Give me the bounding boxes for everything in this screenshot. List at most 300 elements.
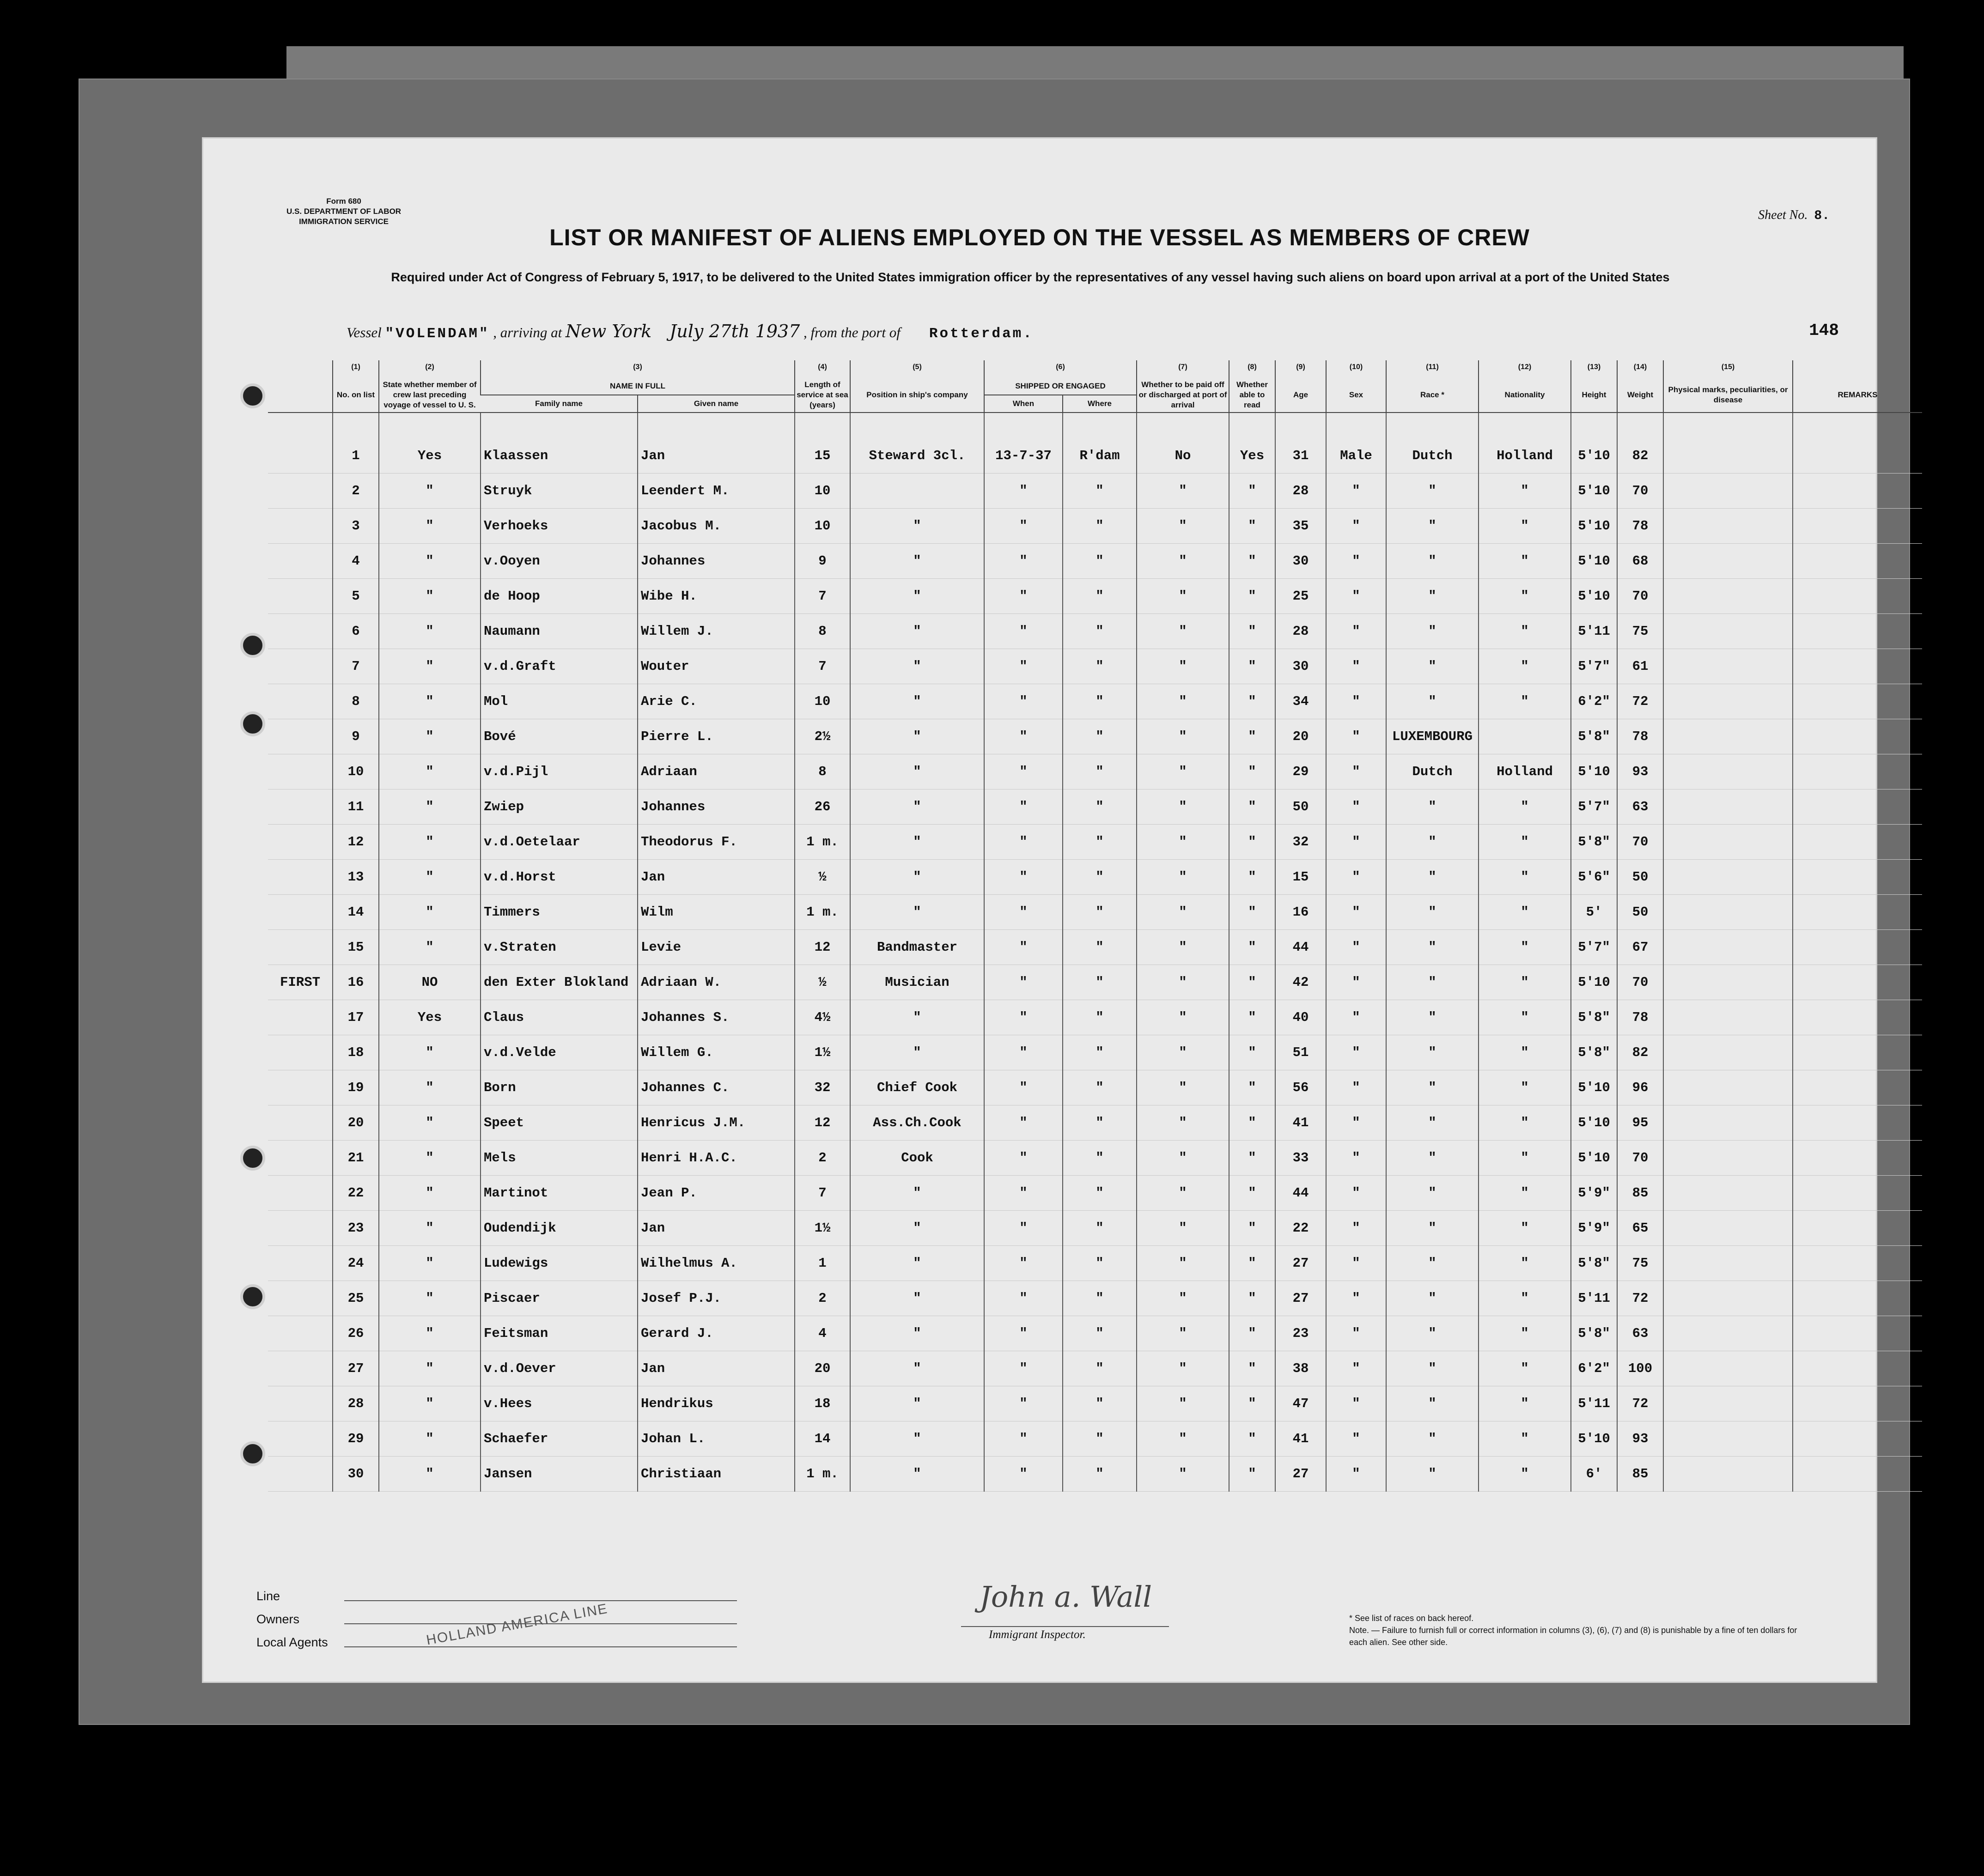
cell-age: 25	[1275, 579, 1326, 614]
cell-shipped-when: "	[984, 509, 1063, 544]
cell-sex: "	[1326, 930, 1386, 965]
cell-nationality: "	[1479, 860, 1571, 895]
cell-remarks	[1793, 614, 1922, 649]
crew-row	[268, 579, 1922, 614]
cell-remarks	[1793, 1246, 1922, 1281]
cell-height: 5'7"	[1571, 649, 1617, 684]
cell-paid-off: "	[1137, 614, 1229, 649]
cell-previous-voyage: "	[379, 860, 481, 895]
cell-race: "	[1386, 474, 1479, 509]
cell-previous-voyage: Yes	[379, 438, 481, 474]
cell-height: 5'8"	[1571, 1316, 1617, 1351]
cell-physical-marks	[1663, 1070, 1793, 1105]
cell-age: 29	[1275, 754, 1326, 789]
cell-physical-marks	[1663, 1211, 1793, 1246]
cell-position: "	[850, 1000, 984, 1035]
cell-family-name: v.d.Oever	[481, 1351, 638, 1386]
cell-able-to-read: "	[1229, 1000, 1275, 1035]
cell-shipped-when: "	[984, 579, 1063, 614]
cell-list-number: 15	[333, 930, 379, 965]
cell-mark	[268, 1246, 333, 1281]
cell-service-length: 8	[795, 614, 850, 649]
cell-able-to-read: "	[1229, 649, 1275, 684]
cell-nationality: "	[1479, 825, 1571, 860]
cell-race: "	[1386, 1316, 1479, 1351]
cell-physical-marks	[1663, 1176, 1793, 1211]
cell-shipped-when: "	[984, 1246, 1063, 1281]
cell-mark	[268, 1105, 333, 1141]
col-paid-off-header: Whether to be paid off or discharged at port of arrival	[1137, 378, 1229, 413]
cell-able-to-read: "	[1229, 1316, 1275, 1351]
cell-given-name: Leendert M.	[638, 474, 795, 509]
cell-shipped-where: "	[1063, 789, 1137, 825]
cell-service-length: 9	[795, 544, 850, 579]
cell-physical-marks	[1663, 1000, 1793, 1035]
cell-service-length: 12	[795, 1105, 850, 1141]
crew-row	[268, 789, 1922, 825]
cell-height: 5'7"	[1571, 930, 1617, 965]
cell-able-to-read: "	[1229, 1211, 1275, 1246]
cell-able-to-read: "	[1229, 1176, 1275, 1211]
cell-paid-off: "	[1137, 930, 1229, 965]
cell-able-to-read: "	[1229, 474, 1275, 509]
cell-mark	[268, 544, 333, 579]
cell-previous-voyage: "	[379, 719, 481, 754]
cell-given-name: Willem J.	[638, 614, 795, 649]
cell-family-name: v.d.Pijl	[481, 754, 638, 789]
crew-row	[268, 1421, 1922, 1457]
cell-family-name: v.Ooyen	[481, 544, 638, 579]
cell-given-name: Jacobus M.	[638, 509, 795, 544]
cell-age: 50	[1275, 789, 1326, 825]
crew-row	[268, 1141, 1922, 1176]
cell-paid-off: "	[1137, 1316, 1229, 1351]
cell-race: "	[1386, 965, 1479, 1000]
cell-paid-off: "	[1137, 1211, 1229, 1246]
cell-sex: "	[1326, 719, 1386, 754]
cell-able-to-read: "	[1229, 860, 1275, 895]
cell-remarks	[1793, 579, 1922, 614]
cell-physical-marks	[1663, 789, 1793, 825]
cell-race: "	[1386, 1421, 1479, 1457]
cell-service-length: 2	[795, 1141, 850, 1176]
cell-paid-off: "	[1137, 1457, 1229, 1492]
cell-age: 27	[1275, 1281, 1326, 1316]
cell-given-name: Jean P.	[638, 1176, 795, 1211]
col-shipped-header: SHIPPED OR ENGAGED	[984, 378, 1137, 395]
cell-nationality: "	[1479, 1000, 1571, 1035]
cell-height: 5'10	[1571, 965, 1617, 1000]
crew-row	[268, 1211, 1922, 1246]
cell-nationality: "	[1479, 1035, 1571, 1070]
cell-race: "	[1386, 1000, 1479, 1035]
crew-row	[268, 1105, 1922, 1141]
cell-list-number: 3	[333, 509, 379, 544]
crew-row	[268, 1176, 1922, 1211]
cell-sex: "	[1326, 860, 1386, 895]
crew-row	[268, 719, 1922, 754]
cell-sex: "	[1326, 1351, 1386, 1386]
cell-remarks	[1793, 825, 1922, 860]
cell-given-name: Arie C.	[638, 684, 795, 719]
cell-remarks	[1793, 509, 1922, 544]
cell-race: "	[1386, 825, 1479, 860]
cell-able-to-read: "	[1229, 579, 1275, 614]
cell-age: 35	[1275, 509, 1326, 544]
cell-nationality: "	[1479, 895, 1571, 930]
cell-able-to-read: "	[1229, 789, 1275, 825]
cell-mark	[268, 1386, 333, 1421]
cell-family-name: Klaassen	[481, 438, 638, 474]
cell-paid-off: "	[1137, 509, 1229, 544]
cell-given-name: Henri H.A.C.	[638, 1141, 795, 1176]
cell-shipped-when: "	[984, 1035, 1063, 1070]
cell-race: "	[1386, 1386, 1479, 1421]
crew-row	[268, 1035, 1922, 1070]
cell-physical-marks	[1663, 965, 1793, 1000]
cell-race: "	[1386, 860, 1479, 895]
cell-family-name: Claus	[481, 1000, 638, 1035]
cell-sex: "	[1326, 1105, 1386, 1141]
cell-family-name: Timmers	[481, 895, 638, 930]
cell-given-name: Willem G.	[638, 1035, 795, 1070]
cell-service-length: 1 m.	[795, 825, 850, 860]
cell-shipped-where: "	[1063, 1176, 1137, 1211]
cell-previous-voyage: "	[379, 474, 481, 509]
cell-sex: "	[1326, 1000, 1386, 1035]
cell-list-number: 7	[333, 649, 379, 684]
cell-sex: "	[1326, 1421, 1386, 1457]
cell-position: Steward 3cl.	[850, 438, 984, 474]
cell-shipped-where: "	[1063, 509, 1137, 544]
vessel-name: "VOLENDAM"	[385, 326, 490, 342]
cell-able-to-read: "	[1229, 719, 1275, 754]
cell-weight: 78	[1617, 719, 1663, 754]
cell-age: 40	[1275, 1000, 1326, 1035]
cell-given-name: Christiaan	[638, 1457, 795, 1492]
cell-list-number: 23	[333, 1211, 379, 1246]
cell-weight: 96	[1617, 1070, 1663, 1105]
cell-given-name: Johannes C.	[638, 1070, 795, 1105]
cell-paid-off: "	[1137, 754, 1229, 789]
cell-height: 6'2"	[1571, 1351, 1617, 1386]
cell-position: Bandmaster	[850, 930, 984, 965]
cell-physical-marks	[1663, 1141, 1793, 1176]
cell-weight: 100	[1617, 1351, 1663, 1386]
col-14-number: (14)	[1617, 360, 1663, 378]
cell-sex: "	[1326, 1386, 1386, 1421]
cell-race: "	[1386, 895, 1479, 930]
cell-mark	[268, 1457, 333, 1492]
cell-sex: "	[1326, 754, 1386, 789]
cell-family-name: Schaefer	[481, 1421, 638, 1457]
cell-age: 51	[1275, 1035, 1326, 1070]
cell-position: "	[850, 1281, 984, 1316]
cell-family-name: Martinot	[481, 1176, 638, 1211]
cell-weight: 72	[1617, 1281, 1663, 1316]
cell-given-name: Josef P.J.	[638, 1281, 795, 1316]
cell-list-number: 19	[333, 1070, 379, 1105]
cell-weight: 85	[1617, 1176, 1663, 1211]
cell-family-name: Verhoeks	[481, 509, 638, 544]
cell-shipped-where: "	[1063, 1035, 1137, 1070]
cell-race: "	[1386, 649, 1479, 684]
cell-family-name: Feitsman	[481, 1316, 638, 1351]
col-5-number: (5)	[850, 360, 984, 378]
cell-family-name: Ludewigs	[481, 1246, 638, 1281]
cell-list-number: 14	[333, 895, 379, 930]
cell-list-number: 6	[333, 614, 379, 649]
cell-mark	[268, 1070, 333, 1105]
col-1-number: (1)	[333, 360, 379, 378]
cell-list-number: 1	[333, 438, 379, 474]
cell-service-length: 1 m.	[795, 1457, 850, 1492]
cell-physical-marks	[1663, 719, 1793, 754]
cell-paid-off: "	[1137, 719, 1229, 754]
cell-position: "	[850, 1035, 984, 1070]
cell-height: 5'6"	[1571, 860, 1617, 895]
cell-remarks	[1793, 438, 1922, 474]
cell-shipped-where: "	[1063, 754, 1137, 789]
cell-race: "	[1386, 614, 1479, 649]
cell-service-length: 1½	[795, 1035, 850, 1070]
cell-age: 47	[1275, 1386, 1326, 1421]
cell-nationality: "	[1479, 930, 1571, 965]
cell-weight: 70	[1617, 579, 1663, 614]
cell-given-name: Adriaan W.	[638, 965, 795, 1000]
cell-remarks	[1793, 1386, 1922, 1421]
binder-hole-icon	[240, 1441, 265, 1466]
cell-given-name: Wilm	[638, 895, 795, 930]
cell-sex: "	[1326, 614, 1386, 649]
cell-previous-voyage: "	[379, 1281, 481, 1316]
cell-physical-marks	[1663, 474, 1793, 509]
cell-remarks	[1793, 649, 1922, 684]
cell-sex: "	[1326, 1316, 1386, 1351]
cell-mark	[268, 1141, 333, 1176]
cell-shipped-where: "	[1063, 965, 1137, 1000]
cell-position: "	[850, 579, 984, 614]
cell-position: "	[850, 895, 984, 930]
cell-age: 20	[1275, 719, 1326, 754]
crew-row	[268, 1386, 1922, 1421]
cell-service-length: ½	[795, 860, 850, 895]
cell-shipped-when: "	[984, 1421, 1063, 1457]
cell-remarks	[1793, 684, 1922, 719]
cell-previous-voyage: "	[379, 825, 481, 860]
cell-weight: 70	[1617, 1141, 1663, 1176]
cell-mark	[268, 930, 333, 965]
cell-race: LUXEMBOURG	[1386, 719, 1479, 754]
col-height-header: Height	[1571, 378, 1617, 413]
cell-nationality: "	[1479, 1176, 1571, 1211]
cell-sex: "	[1326, 825, 1386, 860]
cell-nationality: "	[1479, 1141, 1571, 1176]
sheet-number	[1758, 208, 1830, 223]
cell-paid-off: "	[1137, 1386, 1229, 1421]
cell-shipped-where: "	[1063, 579, 1137, 614]
cell-able-to-read: "	[1229, 754, 1275, 789]
cell-remarks	[1793, 1457, 1922, 1492]
crew-rows	[268, 413, 1922, 1492]
cell-age: 41	[1275, 1105, 1326, 1141]
cell-shipped-when: "	[984, 1070, 1063, 1105]
cell-position: "	[850, 719, 984, 754]
service-name: IMMIGRATION SERVICE	[299, 217, 389, 226]
cell-sex: "	[1326, 1281, 1386, 1316]
cell-height: 6'2"	[1571, 684, 1617, 719]
cell-shipped-when: "	[984, 1000, 1063, 1035]
cell-nationality: "	[1479, 1246, 1571, 1281]
cell-weight: 50	[1617, 860, 1663, 895]
col-sex-header: Sex	[1326, 378, 1386, 413]
cell-shipped-where: "	[1063, 860, 1137, 895]
cell-list-number: 11	[333, 789, 379, 825]
cell-nationality: "	[1479, 965, 1571, 1000]
footer-agents	[256, 1631, 328, 1654]
cell-able-to-read: "	[1229, 684, 1275, 719]
cell-family-name: v.d.Velde	[481, 1035, 638, 1070]
cell-list-number: 21	[333, 1141, 379, 1176]
col-previous-voyage-header: State whether member of crew last preceding voyage of vessel to U. S.	[379, 378, 481, 413]
cell-remarks	[1793, 544, 1922, 579]
cell-shipped-when: 13-7-37	[984, 438, 1063, 474]
cell-shipped-when: "	[984, 719, 1063, 754]
cell-sex: "	[1326, 1176, 1386, 1211]
cell-height: 5'11	[1571, 1281, 1617, 1316]
cell-sex: "	[1326, 1070, 1386, 1105]
cell-position	[850, 474, 984, 509]
crew-row	[268, 438, 1922, 474]
cell-list-number: 26	[333, 1316, 379, 1351]
cell-family-name: Bové	[481, 719, 638, 754]
cell-remarks	[1793, 1000, 1922, 1035]
cell-list-number: 22	[333, 1176, 379, 1211]
cell-family-name: Struyk	[481, 474, 638, 509]
cell-weight: 72	[1617, 1386, 1663, 1421]
cell-remarks	[1793, 1421, 1922, 1457]
cell-weight: 78	[1617, 1000, 1663, 1035]
cell-service-length: 10	[795, 509, 850, 544]
cell-shipped-when: "	[984, 895, 1063, 930]
cell-height: 5'9"	[1571, 1176, 1617, 1211]
owners-label: Owners	[256, 1612, 300, 1626]
cell-height: 5'8"	[1571, 1035, 1617, 1070]
cell-shipped-when: "	[984, 1316, 1063, 1351]
cell-age: 31	[1275, 438, 1326, 474]
cell-shipped-when: "	[984, 754, 1063, 789]
crew-row	[268, 1281, 1922, 1316]
cell-age: 44	[1275, 1176, 1326, 1211]
cell-physical-marks	[1663, 1316, 1793, 1351]
cell-family-name: Jansen	[481, 1457, 638, 1492]
cell-shipped-where: "	[1063, 1421, 1137, 1457]
cell-mark	[268, 579, 333, 614]
cell-previous-voyage: "	[379, 1070, 481, 1105]
cell-weight: 72	[1617, 684, 1663, 719]
cell-shipped-where: "	[1063, 1105, 1137, 1141]
cell-able-to-read: "	[1229, 965, 1275, 1000]
cell-mark	[268, 649, 333, 684]
footer-notes	[1349, 1612, 1811, 1648]
cell-paid-off: "	[1137, 544, 1229, 579]
col-shipped-when-header: When	[984, 395, 1063, 413]
crew-row	[268, 1351, 1922, 1386]
cell-list-number: 8	[333, 684, 379, 719]
cell-previous-voyage: "	[379, 1035, 481, 1070]
cell-given-name: Johannes S.	[638, 1000, 795, 1035]
cell-previous-voyage: "	[379, 649, 481, 684]
cell-previous-voyage: "	[379, 1246, 481, 1281]
cell-position: "	[850, 825, 984, 860]
col-13-number: (13)	[1571, 360, 1617, 378]
cell-shipped-where: "	[1063, 1281, 1137, 1316]
cell-age: 56	[1275, 1070, 1326, 1105]
local-agents-label: Local Agents	[256, 1635, 328, 1649]
cell-service-length: 2	[795, 1281, 850, 1316]
cell-sex: Male	[1326, 438, 1386, 474]
cell-position: "	[850, 860, 984, 895]
cell-sex: "	[1326, 684, 1386, 719]
cell-weight: 70	[1617, 474, 1663, 509]
cell-previous-voyage: "	[379, 789, 481, 825]
cell-weight: 50	[1617, 895, 1663, 930]
cell-given-name: Jan	[638, 1211, 795, 1246]
col-name-header: NAME IN FULL	[481, 378, 795, 395]
cell-nationality: "	[1479, 1281, 1571, 1316]
cell-position: Musician	[850, 965, 984, 1000]
cell-family-name: v.d.Oetelaar	[481, 825, 638, 860]
cell-weight: 95	[1617, 1105, 1663, 1141]
cell-mark	[268, 895, 333, 930]
column-number-row	[268, 360, 1922, 378]
cell-shipped-when: "	[984, 860, 1063, 895]
cell-paid-off: "	[1137, 1000, 1229, 1035]
cell-paid-off: "	[1137, 1070, 1229, 1105]
cell-position: "	[850, 1421, 984, 1457]
cell-shipped-when: "	[984, 1281, 1063, 1316]
cell-nationality	[1479, 719, 1571, 754]
cell-shipped-when: "	[984, 1351, 1063, 1386]
col-shipped-where-header: Where	[1063, 395, 1137, 413]
cell-age: 28	[1275, 474, 1326, 509]
cell-list-number: 27	[333, 1351, 379, 1386]
cell-physical-marks	[1663, 860, 1793, 895]
cell-list-number: 9	[333, 719, 379, 754]
cell-paid-off: "	[1137, 1281, 1229, 1316]
cell-service-length: 10	[795, 684, 850, 719]
cell-height: 5'8"	[1571, 1000, 1617, 1035]
cell-previous-voyage: "	[379, 1141, 481, 1176]
cell-remarks	[1793, 789, 1922, 825]
cell-able-to-read: "	[1229, 1421, 1275, 1457]
col-position-header: Position in ship's company	[850, 378, 984, 413]
cell-nationality: "	[1479, 509, 1571, 544]
cell-sex: "	[1326, 789, 1386, 825]
cell-paid-off: "	[1137, 1035, 1229, 1070]
cell-mark	[268, 1211, 333, 1246]
cell-age: 22	[1275, 1211, 1326, 1246]
cell-age: 28	[1275, 614, 1326, 649]
cell-previous-voyage: "	[379, 1386, 481, 1421]
cell-list-number: 5	[333, 579, 379, 614]
cell-position: "	[850, 1246, 984, 1281]
cell-sex: "	[1326, 509, 1386, 544]
cell-able-to-read: "	[1229, 1035, 1275, 1070]
cell-nationality: "	[1479, 1070, 1571, 1105]
cell-physical-marks	[1663, 579, 1793, 614]
cell-nationality: "	[1479, 1316, 1571, 1351]
